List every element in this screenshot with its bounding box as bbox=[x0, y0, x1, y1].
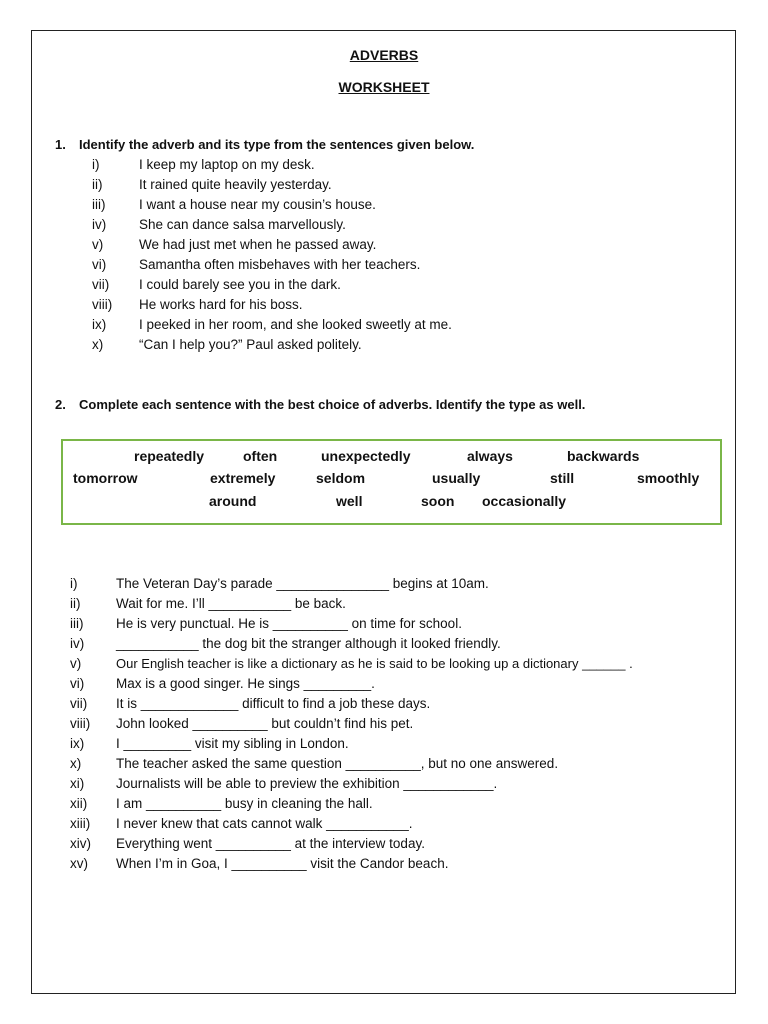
q2-item-index: vi) bbox=[70, 676, 85, 691]
q1-item-index: ix) bbox=[92, 317, 107, 332]
q1-item-text: We had just met when he passed away. bbox=[139, 237, 377, 252]
q2-item-index: xiii) bbox=[70, 816, 91, 831]
q1-item-text: It rained quite heavily yesterday. bbox=[139, 177, 332, 192]
q1-item-index: vi) bbox=[92, 257, 107, 272]
word-bank-word: repeatedly bbox=[134, 448, 205, 464]
q2-item-text: It is _____________ difficult to find a job these days. bbox=[116, 696, 431, 711]
q1-item-text: Samantha often misbehaves with her teachers. bbox=[139, 257, 421, 272]
q1-item-text: I could barely see you in the dark. bbox=[139, 277, 341, 292]
q2-item-text: I am __________ busy in cleaning the hall. bbox=[116, 796, 373, 811]
q2-item-text: I _________ visit my sibling in London. bbox=[116, 736, 349, 751]
q1-item-text: “Can I help you?” Paul asked politely. bbox=[139, 337, 362, 352]
q2-item-index: ix) bbox=[70, 736, 85, 751]
question-1-heading bbox=[55, 137, 474, 152]
word-bank-word: unexpectedly bbox=[321, 448, 411, 464]
q1-item-index: ii) bbox=[92, 177, 103, 192]
q2-item-index: v) bbox=[70, 656, 82, 671]
q1-item-text: I want a house near my cousin’s house. bbox=[139, 197, 376, 212]
question-2-instruction: Complete each sentence with the best choice of adverbs. Identify the type as well. bbox=[79, 397, 586, 412]
q2-item-index: viii) bbox=[70, 716, 91, 731]
q2-item-index: ii) bbox=[70, 596, 81, 611]
q2-item-index: xi) bbox=[70, 776, 85, 791]
question-1-number: 1. bbox=[55, 137, 66, 152]
q1-item-index: iv) bbox=[92, 217, 107, 232]
q2-item-index: xii) bbox=[70, 796, 88, 811]
q2-item-text: Our English teacher is like a dictionary as he is said to be looking up a dictionary ______ . bbox=[116, 656, 633, 671]
word-bank-word: occasionally bbox=[482, 493, 567, 509]
q2-item-text: Everything went __________ at the interview today. bbox=[116, 836, 425, 851]
q1-item-index: v) bbox=[92, 237, 104, 252]
q1-item-index: viii) bbox=[92, 297, 113, 312]
word-bank-word: smoothly bbox=[637, 470, 700, 486]
q1-item-index: x) bbox=[92, 337, 104, 352]
q1-item-text: He works hard for his boss. bbox=[139, 297, 303, 312]
q1-item-index: i) bbox=[92, 157, 100, 172]
q2-item-index: i) bbox=[70, 576, 78, 591]
q2-item-text: The teacher asked the same question __________, but no one answered. bbox=[116, 756, 559, 771]
word-bank-word: well bbox=[336, 493, 363, 509]
q2-item-text: The Veteran Day’s parade _______________ begins at 10am. bbox=[116, 576, 489, 591]
worksheet-subtitle: WORKSHEET bbox=[338, 79, 430, 95]
question-1-instruction: Identify the adverb and its type from the sentences given below. bbox=[79, 137, 475, 152]
word-bank-word: tomorrow bbox=[73, 470, 138, 486]
q2-item-index: xv) bbox=[70, 856, 88, 871]
word-bank-word: always bbox=[467, 448, 513, 464]
word-bank-word: backwards bbox=[567, 448, 640, 464]
q2-item-index: vii) bbox=[70, 696, 88, 711]
q2-item-index: x) bbox=[70, 756, 82, 771]
q1-item-index: iii) bbox=[92, 197, 106, 212]
word-bank-word: usually bbox=[432, 470, 481, 486]
word-bank-word: often bbox=[243, 448, 278, 464]
q2-item-index: iii) bbox=[70, 616, 84, 631]
question-2-heading bbox=[55, 397, 585, 412]
word-bank-word: seldom bbox=[316, 470, 366, 486]
q1-item-text: She can dance salsa marvellously. bbox=[139, 217, 346, 232]
q2-item-text: ___________ the dog bit the stranger although it looked friendly. bbox=[116, 636, 501, 651]
worksheet-title: ADVERBS bbox=[349, 47, 419, 63]
word-bank-word: around bbox=[209, 493, 257, 509]
q2-item-index: xiv) bbox=[70, 836, 91, 851]
word-bank-word: still bbox=[550, 470, 575, 486]
q2-item-text: Journalists will be able to preview the exhibition ____________. bbox=[116, 776, 498, 791]
q2-item-text: I never knew that cats cannot walk ___________. bbox=[116, 816, 413, 831]
q2-item-text: Max is a good singer. He sings _________. bbox=[116, 676, 375, 691]
q2-item-text: He is very punctual. He is __________ on time for school. bbox=[116, 616, 462, 631]
q2-item-index: iv) bbox=[70, 636, 85, 651]
q2-item-text: Wait for me. I’ll ___________ be back. bbox=[116, 596, 346, 611]
q1-item-text: I keep my laptop on my desk. bbox=[139, 157, 315, 172]
q2-item-text: John looked __________ but couldn’t find his pet. bbox=[116, 716, 414, 731]
q1-item-text: I peeked in her room, and she looked sweetly at me. bbox=[139, 317, 452, 332]
q2-item-text: When I’m in Goa, I __________ visit the Candor beach. bbox=[116, 856, 449, 871]
q1-item-index: vii) bbox=[92, 277, 110, 292]
word-bank-word: extremely bbox=[210, 470, 276, 486]
word-bank-word: soon bbox=[421, 493, 455, 509]
question-2-number: 2. bbox=[55, 397, 66, 412]
